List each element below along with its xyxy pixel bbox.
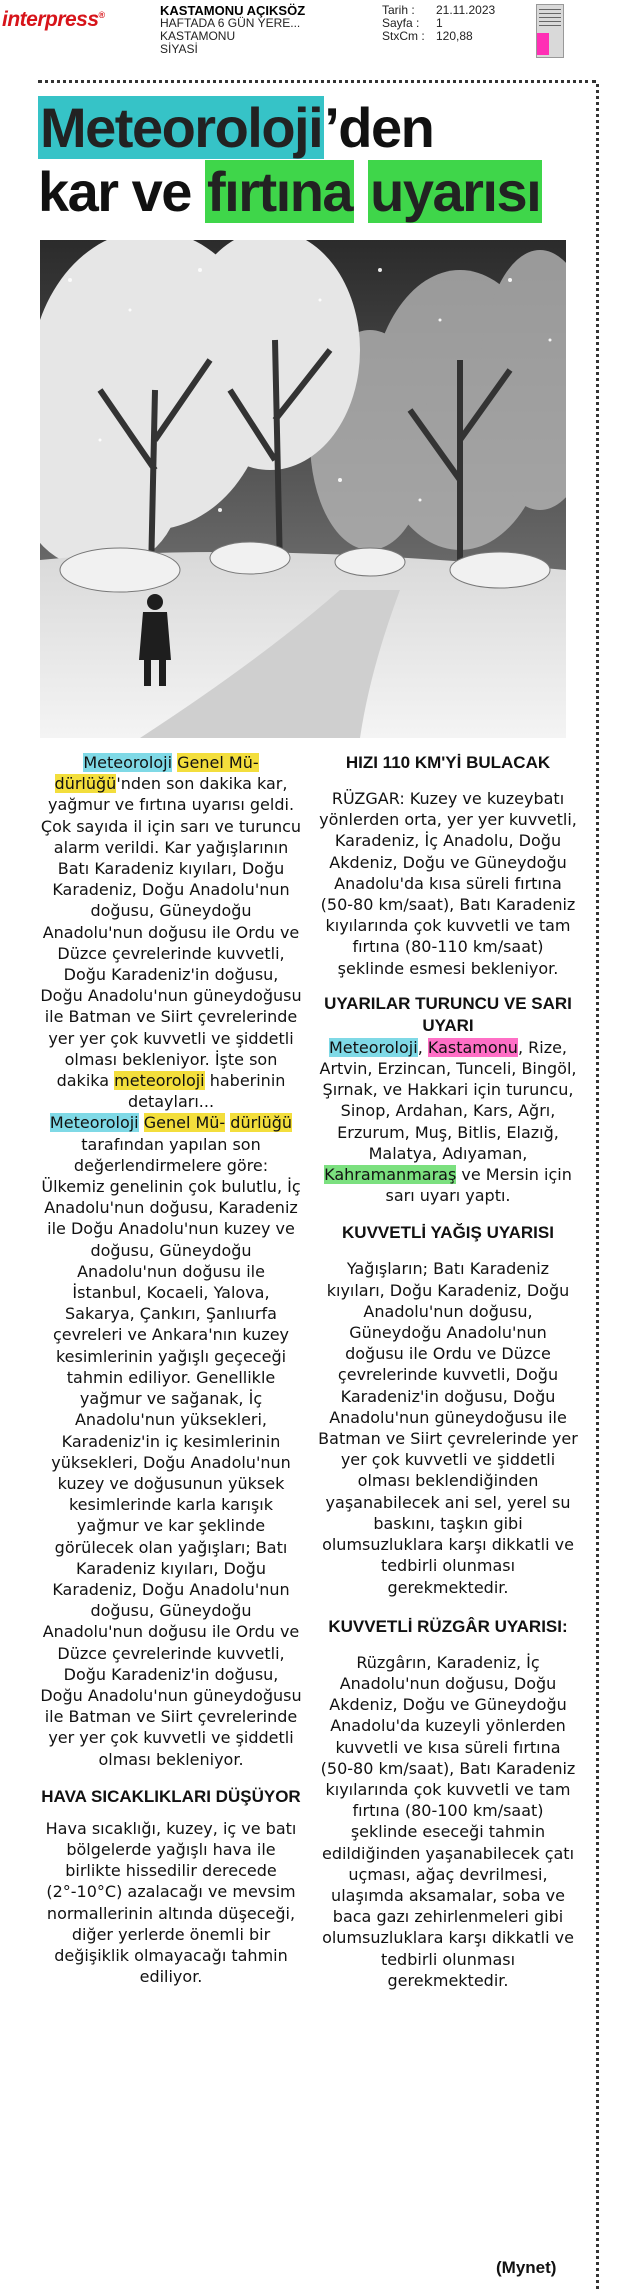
page-thumbnail — [536, 4, 564, 58]
subheading-temperatures: HAVA SICAKLIKLARI DÜŞÜYOR — [41, 1786, 301, 1806]
subheading-strong-wind: KUVVETLİ RÜZGÂR UYARISI: — [328, 1616, 568, 1636]
paragraph-wind: RÜZGAR: Kuzey ve kuzeybatı yönlerden orta, yer yer kuvvetli, Karadeniz, İç Anadolu, Doğu Akdeniz, Doğu ve Güneydoğu Anadolu'da kısa süreli fırtına (50-80 km/saat), Batı Karadeniz kıyılarında çok kuvvetli ve tam fırtına (80-110 km/saat) şeklinde esmesi bekleniyor. — [319, 789, 577, 978]
snow-scene-photo — [40, 240, 566, 738]
date-value: 21.11.2023 — [436, 3, 496, 17]
article-left-column — [40, 752, 302, 1987]
header-divider — [38, 80, 596, 83]
page-value: 1 — [436, 16, 443, 30]
interpress-logo: interpress® — [2, 8, 105, 31]
headline-highlight-meteoroloji: Meteoroloji — [40, 96, 323, 159]
subheading-wind-speed: HIZI 110 KM'Yİ BULACAK — [345, 753, 551, 772]
paragraph-temperatures: Hava sıcaklığı, kuzey, iç ve batı bölgelerde yağışlı hava ile birlikte hissedilir derecede (2°-10°C) azalacağı ve mevsim normallerinin altında düşeceği, diğer yerlerde önemli bir değişiklik olmayacağı tahmin ediliyor. — [45, 1818, 297, 1987]
paragraph-strong-wind: Rüzgârın, Karadeniz, İç Anadolu'nun doğusu, Doğu Akdeniz, Doğu ve Güneydoğu Anadolu'da kuzeyli yönlerden kuvvetli ve kısa süreli fırtına (50-80 km/saat), Batı Karadeniz kıyılarında çok kuvvetli ve tam fırtına (80-100 km/saat) şeklinde eseceği tahmin edildiğinden yaşanabilecek çatı uçması, ağaç devrilmesi, ulaşımda aksamalar, soba ve baca gazı zehirlenmeleri gibi olumsuzluklara karşı dikkatli ve tedbirli olunması gerekmektedir. — [320, 1652, 576, 1990]
subheading-heavy-rain: KUVVETLİ YAĞIŞ UYARISI — [342, 1223, 554, 1243]
subheading-warnings: UYARILAR TURUNCU VE SARI UYARI — [324, 993, 572, 1035]
date-label: Tarih : — [382, 3, 415, 17]
clipping-header — [0, 0, 620, 62]
stxcm-label: StxCm : — [382, 29, 425, 43]
clipping-meta — [382, 4, 495, 43]
paragraph-heavy-rain: Yağışların; Batı Karadeniz kıyıları, Doğu Karadeniz, Doğu Anadolu'nun doğusu, Güneydoğu Anadolu'nun doğusu ile Ordu ve Düzce çevrelerinde kuvvetli, Doğu Karadeniz'in doğusu, Doğu Anadolu'nun güneydoğusu ile Batman ve Siirt çevrelerinde yer yer çok kuvvetli ve şiddetli olması beklendiğinden yaşanabilecek ani sel, yerel su baskını, taşkın gibi olumsuzluklara karşı dikkatli ve tedbirli olunması gerekmektedir. — [318, 1259, 578, 1597]
publication-city: KASTAMONU — [160, 29, 236, 43]
headline-highlight-uyarisi: uyarısı — [370, 160, 541, 223]
publication-meta — [160, 4, 305, 56]
article-right-column — [318, 752, 578, 1991]
page-label: Sayfa : — [382, 16, 420, 30]
article-headline: Meteoroloji’den kar ve fırtına uyarısı — [38, 96, 541, 223]
publication-name: KASTAMONU AÇIKSÖZ — [160, 3, 306, 18]
paragraph-evaluation: Meteoroloji Genel Mü- dürlüğü tarafından yapılan son değerlendirmelere göre: Ülkemiz genelinin çok bulutlu, İç Anadolu'nun doğusu, Karadeniz ile Doğu Anadolu'nun kuzey ve doğusu, Güneydoğu Anadolu'nun doğusu ile İstanbul, Kocaeli, Yalova, Sakarya, Çankırı, Şanlıurfa çevreleri ve Ankara'nın kuzey kesimlerinin yağışlı geçeceği tahmin ediliyor. Genellikle yağmur ve sağanak, İç Anadolu'nun yüksekleri, Karadeniz'in iç kesimlerinin yüksekleri, Doğu Anadolu'nun kuzey ve doğusunun yüksek kesimlerinde karla karışık yağmur ve kar şeklinde görülecek olan yağışları; Batı Karadeniz kıyıları, Doğu Karadeniz, Doğu Anadolu'nun doğusu, Güneydoğu Anadolu'nun doğusu ile Ordu ve Düzce çevrelerinde kuvvetli, Doğu Karadeniz'in doğusu, Doğu Anadolu'nun güneydoğusu ile Batman ve Siirt çevrelerinde yer yer çok kuvvetli ve şiddetli olması bekleniyor. — [40, 1113, 302, 1769]
stxcm-value: 120,88 — [436, 29, 473, 43]
source-credit: (Mynet) — [496, 2258, 557, 2277]
publication-section: SİYASİ — [160, 42, 198, 56]
paragraph-intro: Meteoroloji Genel Mü- dürlüğü'nden son dakika kar, yağmur ve fırtına uyarısı geldi. Çok sayıda il için sarı ve turuncu alarm verildi. Kar yağışlarının Batı Karadeniz kıyıları, Doğu Karadeniz, Doğu Anadolu'nun doğusu, Güneydoğu Anadolu'nun doğusu ile Ordu ve Düzce çevrelerinde kuvvetli, Doğu Karadeniz'in doğusu, Doğu Anadolu'nun güneydoğusu ile Batman ve Siirt çevrelerinde yer yer çok kuvvetli ve şiddetli olması bekleniyor. İşte son dakika meteoroloji haberinin detayları... — [40, 753, 302, 1112]
publication-frequency: HAFTADA 6 GÜN YERE... — [160, 16, 301, 30]
column-divider — [596, 84, 599, 2289]
headline-highlight-firtina: fırtına — [207, 160, 353, 223]
paragraph-warnings: Meteoroloji, Kastamonu, Rize, Artvin, Erzincan, Tunceli, Bingöl, Şırnak, ve Hakkari için turuncu, Sinop, Ardahan, Kars, Ağrı, Erzurum, Muş, Bitlis, Elazığ, Malatya, Adıyaman, Kahramanmaraş ve Mersin için sarı uyarı yaptı. — [319, 1037, 577, 1206]
